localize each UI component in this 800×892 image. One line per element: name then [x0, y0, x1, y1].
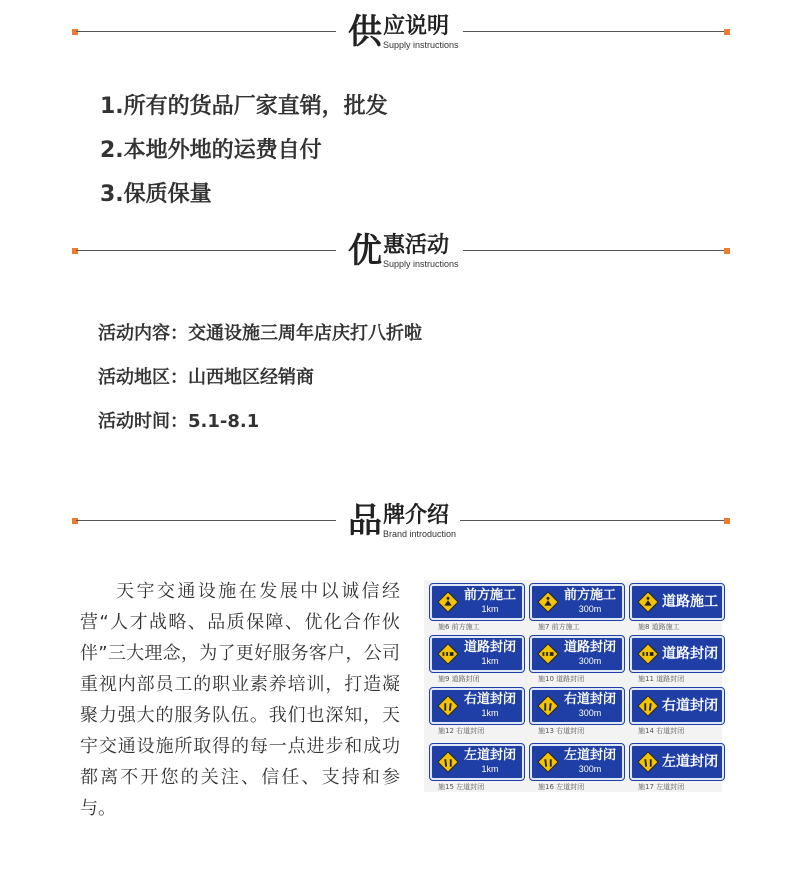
promo-section-header: [72, 231, 730, 271]
traffic-sign: [530, 688, 624, 724]
promo-details: [98, 318, 422, 450]
traffic-sign: [530, 584, 624, 620]
sign-main-text: 道路封闭: [563, 640, 616, 655]
traffic-sign: [630, 688, 724, 724]
supply-section-header: [72, 12, 730, 52]
traffic-sign-image: [424, 580, 722, 792]
sign-main-text: 左道封闭: [463, 748, 516, 763]
worker-icon: [437, 591, 459, 613]
left-orange-dot: [72, 248, 78, 254]
title-rest: 惠活动: [383, 233, 450, 258]
traffic-sign: [430, 744, 524, 780]
sign-main-text: 道路施工: [662, 594, 718, 610]
sign-main-text: 右道封闭: [563, 692, 616, 707]
promo-content-row: 活动内容：交通设施三周年店庆打八折啦: [98, 323, 422, 344]
section-title: [344, 501, 460, 541]
sign-distance-text: 1km: [481, 708, 499, 718]
right-divider-line: [458, 250, 726, 251]
sign-distance-text: 1km: [481, 604, 499, 614]
sign-caption: 施14 右道封闭: [638, 727, 685, 735]
sign-distance-text: 300m: [578, 764, 602, 774]
left-lane-icon: [537, 751, 559, 773]
traffic-sign: [430, 688, 524, 724]
sign-caption: 施7 前方施工: [538, 623, 580, 631]
title-rest: 牌介绍: [383, 503, 450, 528]
right-lane-icon: [437, 695, 459, 717]
sign-distance-text: 1km: [481, 656, 499, 666]
sign-main-text: 道路封闭: [463, 640, 516, 655]
sign-main-text: 左道封闭: [563, 748, 616, 763]
right-orange-dot: [724, 29, 730, 35]
barrier-icon: [537, 643, 559, 665]
sign-caption: 施10 道路封闭: [538, 675, 585, 683]
sign-main-text: 前方施工: [563, 588, 616, 603]
right-lane-icon: [637, 695, 659, 717]
supply-item: 3.保质保量: [100, 182, 212, 207]
sign-main-text: 前方施工: [463, 588, 516, 603]
traffic-sign: [530, 636, 624, 672]
supply-item: 2.本地外地的运费自付: [100, 138, 322, 163]
sign-distance-text: 300m: [578, 708, 602, 718]
title-big-char: 优: [348, 231, 382, 271]
sign-main-text: 右道封闭: [463, 692, 516, 707]
section-title: [344, 12, 463, 52]
title-english: Supply instructions: [383, 40, 459, 50]
right-lane-icon: [537, 695, 559, 717]
left-lane-icon: [637, 751, 659, 773]
sign-caption: 施12 右道封闭: [438, 727, 485, 735]
sign-caption: 施6 前方施工: [438, 623, 480, 631]
sign-main-text: 左道封闭: [662, 754, 718, 770]
left-divider-line: [76, 520, 336, 521]
brand-description: 天宇交通设施在发展中以诚信经营“人才战略、品质保障、优化合作伙伴”三大理念，为了更好服务客户，公司重视内部员工的职业素养培训，打造凝聚力强大的服务队伍。我们也深知，天宇交通设施所取得的每一点进步和成功都离不开您的关注、信任、支持和参与。: [80, 581, 400, 819]
left-divider-line: [76, 250, 336, 251]
traffic-sign: [430, 636, 524, 672]
supply-item: 1.所有的货品厂家直销，批发: [100, 94, 388, 119]
traffic-sign: [630, 584, 724, 620]
worker-icon: [637, 591, 659, 613]
barrier-icon: [637, 643, 659, 665]
title-rest: 应说明: [383, 14, 450, 39]
sign-caption: 施13 右道封闭: [538, 727, 585, 735]
sign-distance-text: 300m: [578, 656, 602, 666]
promo-time-row: 活动时间：5.1-8.1: [98, 411, 260, 432]
left-orange-dot: [72, 518, 78, 524]
sign-main-text: 右道封闭: [662, 698, 718, 714]
barrier-icon: [437, 643, 459, 665]
sign-caption: 施11 道路封闭: [638, 675, 685, 683]
worker-icon: [537, 591, 559, 613]
promo-region-row: 活动地区：山西地区经销商: [98, 367, 314, 388]
sign-distance-text: 1km: [481, 764, 499, 774]
section-title: [344, 231, 463, 271]
sign-caption: 施9 道路封闭: [438, 675, 480, 683]
traffic-sign: [430, 584, 524, 620]
sign-main-text: 道路封闭: [662, 646, 718, 662]
left-divider-line: [76, 31, 336, 32]
left-lane-icon: [437, 751, 459, 773]
brand-section-header: [72, 501, 730, 541]
right-orange-dot: [724, 248, 730, 254]
left-orange-dot: [72, 29, 78, 35]
title-english: Brand introduction: [383, 529, 457, 539]
right-divider-line: [458, 520, 726, 521]
sign-caption: 施8 道路施工: [638, 623, 680, 631]
sign-caption: 施15 左道封闭: [438, 783, 485, 791]
right-orange-dot: [724, 518, 730, 524]
sign-caption: 施17 左道封闭: [638, 783, 685, 791]
title-english: Supply instructions: [383, 259, 459, 269]
title-big-char: 供: [348, 12, 382, 52]
traffic-sign: [630, 636, 724, 672]
right-divider-line: [458, 31, 726, 32]
title-big-char: 品: [348, 501, 382, 541]
sign-caption: 施16 左道封闭: [538, 783, 585, 791]
traffic-sign: [530, 744, 624, 780]
supply-list: [100, 88, 388, 220]
traffic-sign: [630, 744, 724, 780]
sign-distance-text: 300m: [578, 604, 602, 614]
